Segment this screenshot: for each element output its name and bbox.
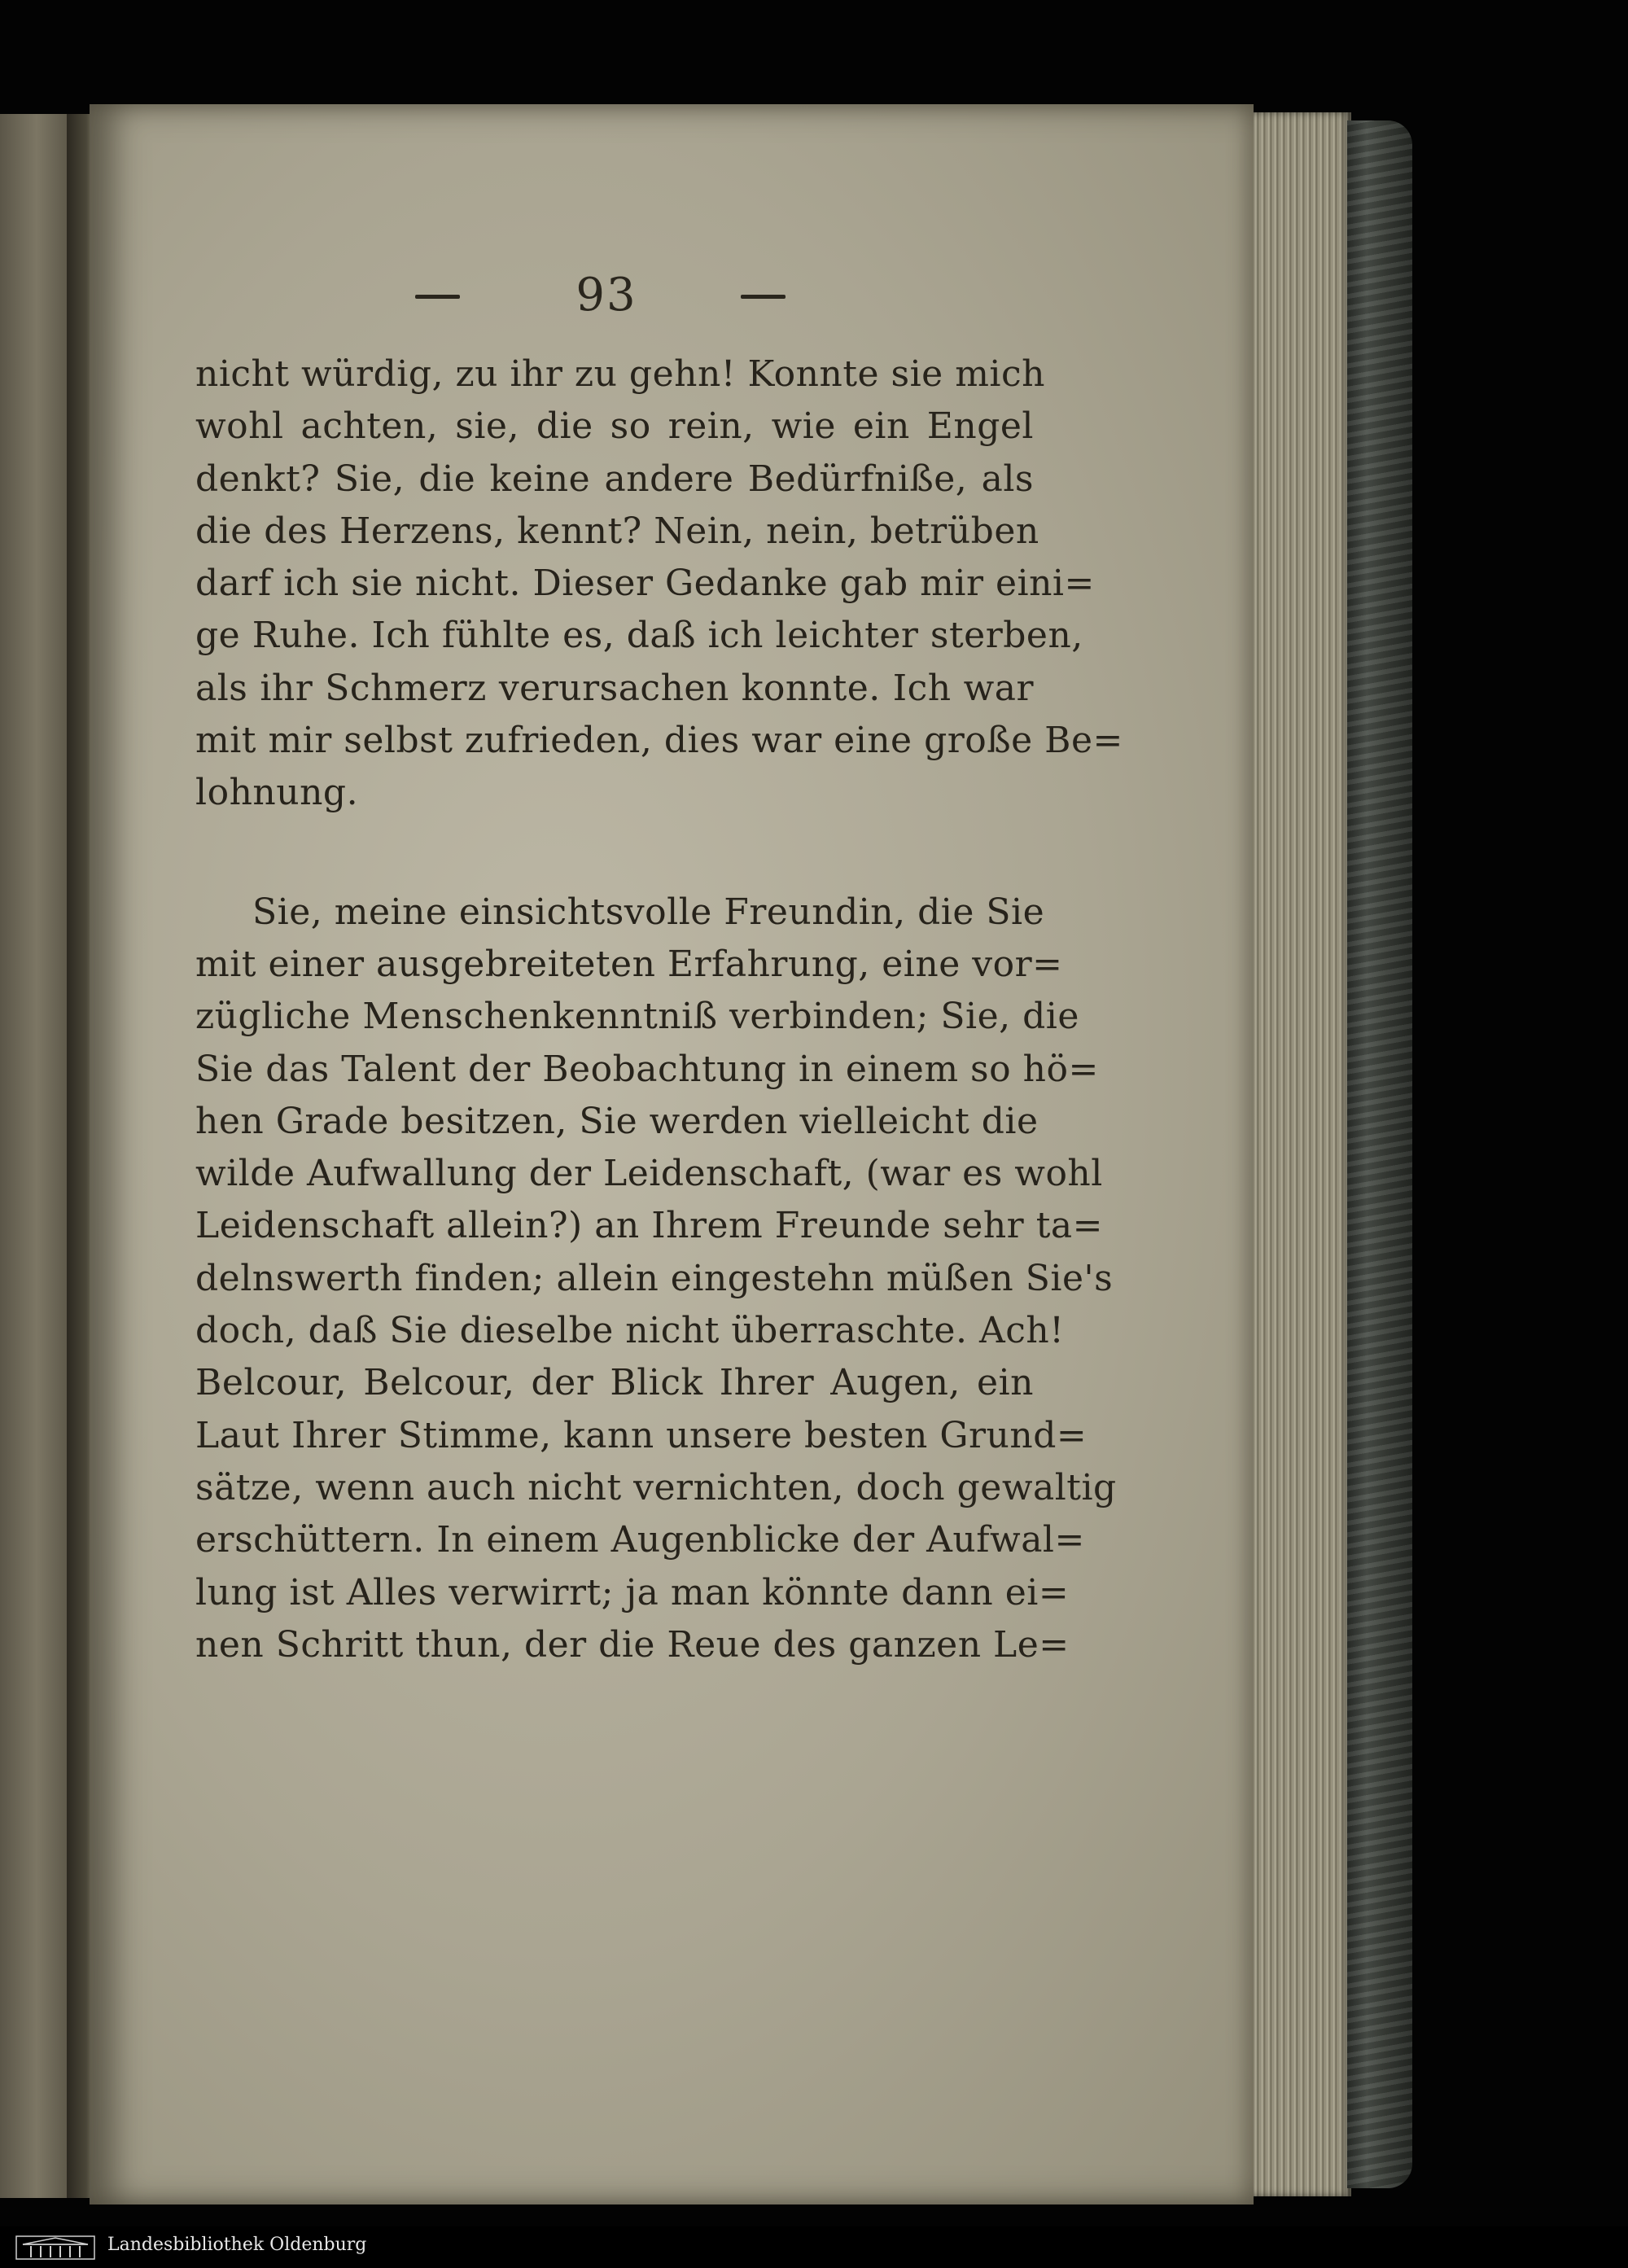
book-cover-board [1347,120,1412,2188]
left-facing-page-edge [0,114,67,2198]
page-edge-stack [1254,112,1351,2196]
footer-bar [0,2226,1628,2268]
page-header [407,269,814,334]
paragraph-gap [195,820,1034,887]
text-line: Leidenschaft allein?) an Ihrem Freunde sehr ta= [195,1205,1103,1247]
text-line: doch, daß Sie dieselbe nicht überraschte. Ach! [195,1310,1065,1352]
header-dash-left [415,295,460,299]
text-line: zügliche Menschenkenntniß verbinden; Sie, die [195,996,1079,1038]
text-line: die des Herzens, kennt? Nein, nein, betrüben [195,510,1039,552]
text-line: nen Schritt thun, der die Reue des ganzen Le= [195,1623,1070,1666]
text-line: delnswerth finden; allein eingestehn müßen Sie's [195,1257,1114,1299]
text-line: mit einer ausgebreiteten Erfahrung, eine vor= [195,943,1063,985]
text-line: erschüttern. In einem Augenblicke der Aufwal= [195,1519,1085,1561]
text-line: ge Ruhe. Ich fühlte es, daß ich leichter sterben, [195,615,1083,657]
text-line: denkt? Sie, die keine andere Bedürfniße, als [195,458,1034,500]
page-body-text [195,348,1123,1671]
text-line: sätze, wenn auch nicht vernichten, doch gewaltig [195,1466,1117,1508]
header-dash-right [741,295,786,299]
text-line: Laut Ihrer Stimme, kann unsere besten Grund= [195,1414,1088,1456]
text-line: lung ist Alles verwirrt; ja man könnte dann ei= [195,1571,1070,1613]
library-name: Landesbibliothek Oldenburg [107,2235,367,2255]
text-line: Sie, meine einsichtsvolle Freundin, die Sie [252,891,1045,933]
text-line: Belcour, Belcour, der Blick Ihrer Augen, ein [195,1362,1034,1404]
text-line: wilde Aufwallung der Leidenschaft, (war es wohl [195,1153,1103,1195]
text-line: als ihr Schmerz verursachen konnte. Ich war [195,667,1034,709]
text-line: mit mir selbst zufrieden, dies war eine große Be= [195,720,1123,762]
library-building-icon [15,2233,96,2261]
text-line: Sie das Talent der Beobachtung in einem so hö= [195,1048,1099,1090]
text-line: darf ich sie nicht. Dieser Gedanke gab mir eini= [195,563,1095,605]
page-number: 93 [575,269,637,322]
text-line: nicht würdig, zu ihr zu gehn! Konnte sie mich [195,353,1045,395]
text-line: hen Grade besitzen, Sie werden vielleicht die [195,1100,1039,1142]
text-line: wohl achten, sie, die so rein, wie ein Engel [195,405,1034,448]
text-line: lohnung. [195,772,359,814]
